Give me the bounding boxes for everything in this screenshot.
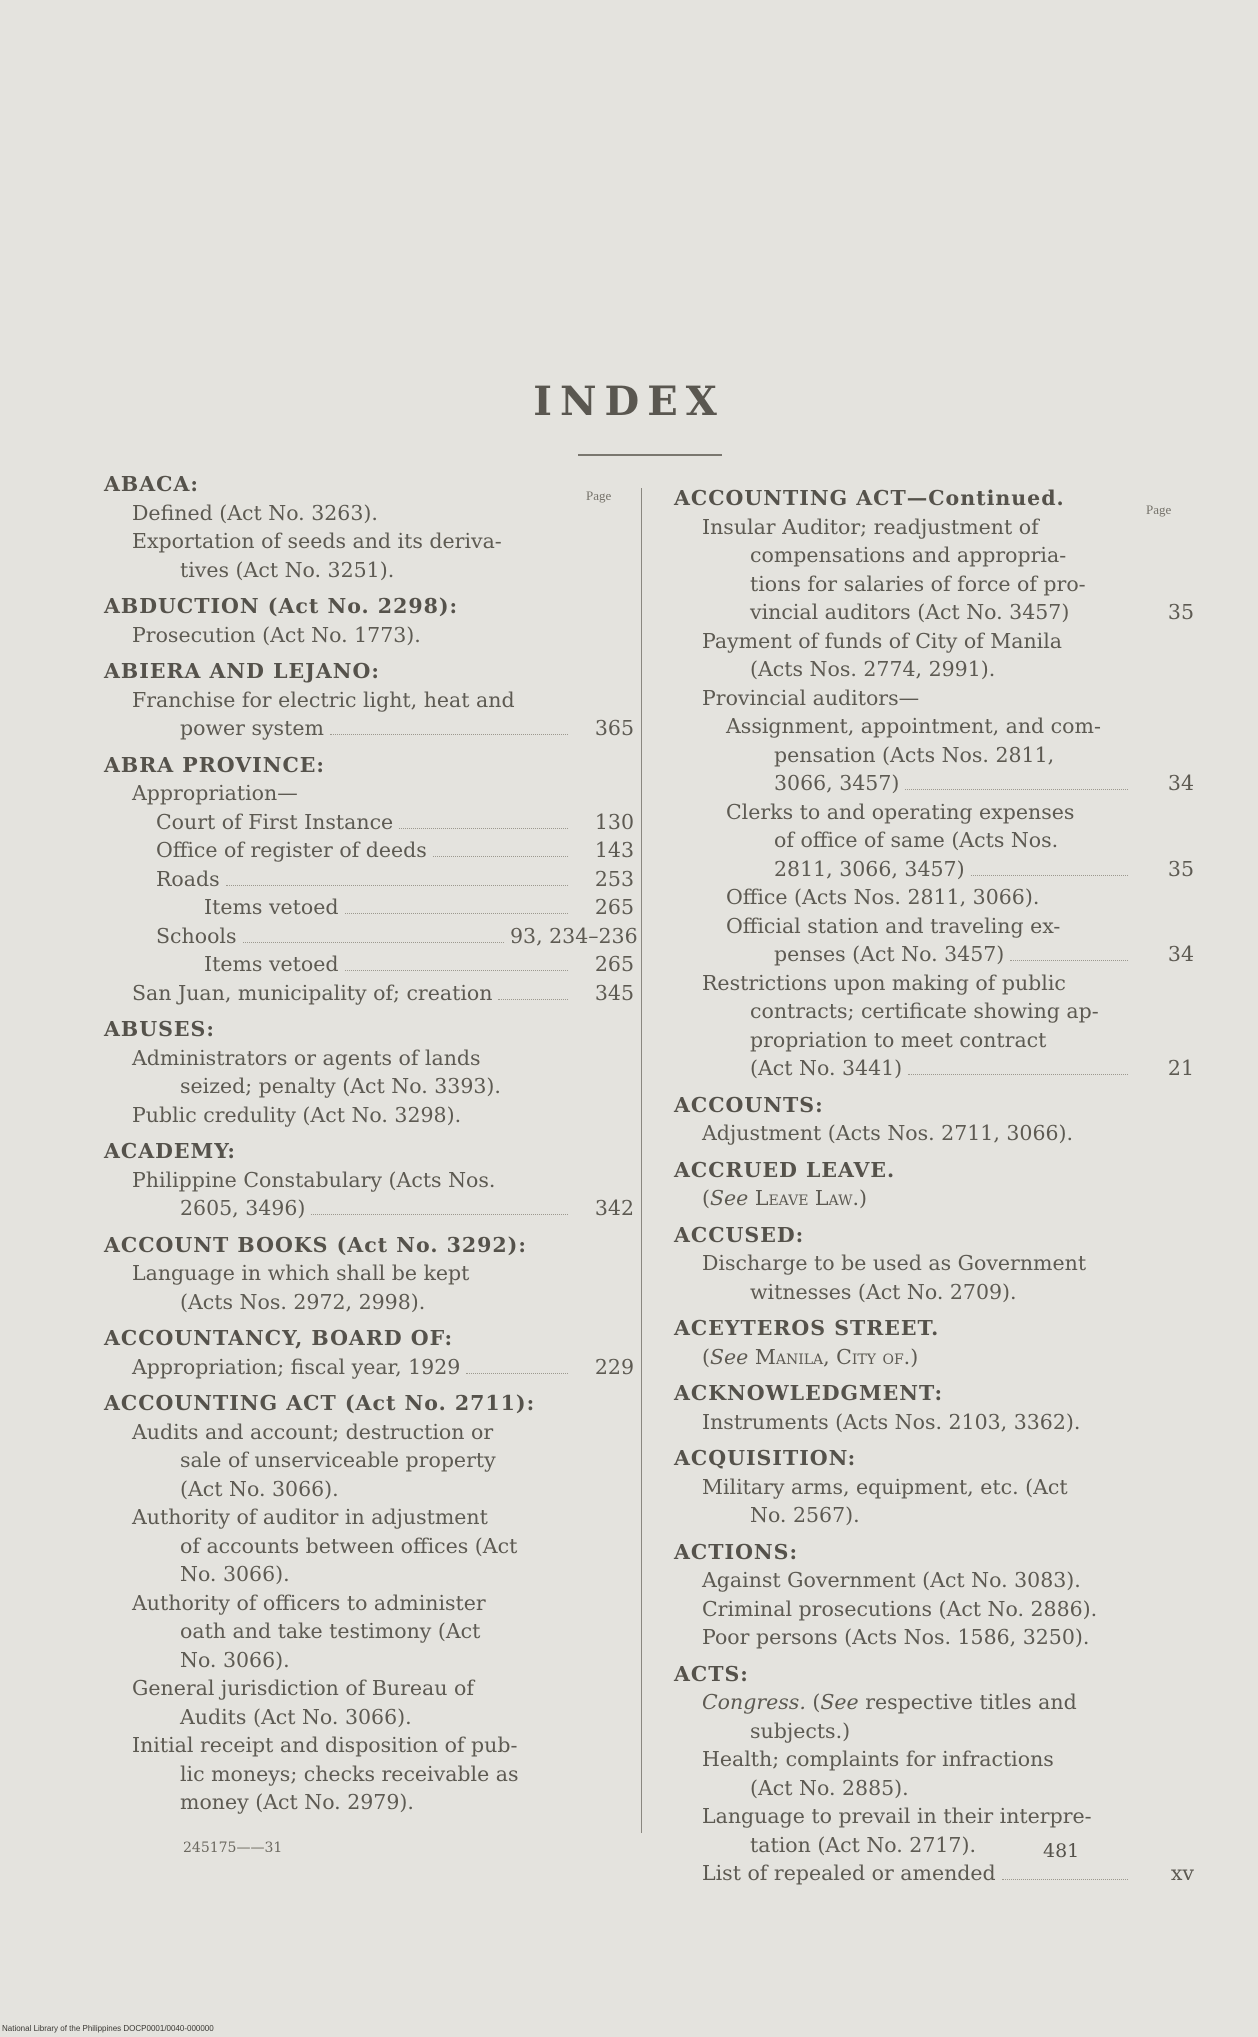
subentry-continuation: No. 3066). — [180, 1647, 290, 1672]
entry-heading: ACCOUNTING ACT—Continued. — [674, 486, 1065, 510]
entry-heading: ABDUCTION (Act No. 2298): — [104, 594, 459, 618]
subentry: Payment of funds of City of Manila — [702, 628, 1063, 653]
subentry-continuation: propriation to meet contract — [750, 1027, 1047, 1052]
subentry-with-page: Schools 93, 234–236 — [104, 922, 634, 951]
subentry: Provincial auditors— — [702, 685, 920, 710]
subentry-continuation: oath and take testimony (Act — [180, 1619, 481, 1643]
entry-heading: ABUSES: — [104, 1017, 215, 1041]
page-number: 21 — [1167, 1056, 1194, 1080]
page-number: 34 — [1167, 771, 1194, 795]
entry-heading: ABIERA AND LEJANO: — [104, 659, 380, 683]
subentry-continuation: No. 2567). — [750, 1503, 860, 1527]
subentry: Official station and traveling ex- — [726, 913, 1061, 938]
page-number: 265 — [594, 952, 634, 976]
subentry-continuation: of accounts between offices (Act — [180, 1533, 518, 1558]
page-column-header-left: Page — [586, 488, 612, 503]
subentry-continuation: compensations and appropria- — [750, 543, 1067, 567]
entry-accounting-act — [104, 1389, 634, 1817]
subentry: Authority of officers to administer — [132, 1590, 486, 1615]
entry-heading: ABRA PROVINCE: — [104, 752, 326, 777]
subentry: Language to prevail in their interpre- — [702, 1804, 1092, 1828]
entry-heading: ABACA: — [104, 472, 199, 496]
entry-acquisition — [674, 1444, 1194, 1530]
subentry: Poor persons (Acts Nos. 1586, 3250). — [702, 1625, 1090, 1649]
page-number: xv — [1170, 1861, 1194, 1885]
subentry-continuation: tions for salaries of force of pro- — [750, 571, 1086, 596]
subentry: Adjustment (Acts Nos. 2711, 3066). — [702, 1121, 1074, 1145]
page-title: INDEX — [533, 378, 725, 425]
entry-acts — [674, 1660, 1194, 1888]
subentry: Instruments (Acts Nos. 2103, 3362). — [702, 1409, 1081, 1434]
page-number: 35 — [1167, 600, 1194, 624]
subentry: Defined (Act No. 3263). — [132, 500, 378, 525]
subentry: Health; complaints for infractions — [702, 1747, 1054, 1771]
subentry: Office (Acts Nos. 2811, 3066). — [726, 885, 1040, 909]
subentry-with-page: vincial auditors (Act No. 3457) 35 — [674, 598, 1194, 627]
title-rule — [578, 454, 722, 456]
entry-abuses — [104, 1015, 634, 1129]
page-column-header-right: Page — [1146, 502, 1172, 517]
subentry: Language in which shall be kept — [132, 1261, 470, 1285]
subentry-with-page: 2811, 3066, 3457) 35 — [674, 855, 1194, 884]
entry-heading: ACTS: — [674, 1661, 749, 1686]
subentry-continuation: Audits (Act No. 3066). — [180, 1704, 412, 1729]
cross-reference: (See Leave Law.) — [702, 1186, 867, 1210]
subentry: Against Government (Act No. 3083). — [702, 1568, 1081, 1592]
page-number: 34 — [1167, 942, 1194, 966]
subentry: Criminal prosecutions (Act No. 2886). — [702, 1596, 1098, 1621]
cross-reference: (See Manila, City of.) — [702, 1344, 919, 1369]
entry-heading: ACQUISITION: — [674, 1446, 857, 1470]
page-number: 342 — [594, 1196, 634, 1220]
entry-heading: ACCOUNTING ACT (Act No. 2711): — [104, 1391, 536, 1415]
subentry: Philippine Constabulary (Acts Nos. — [132, 1167, 496, 1192]
subentry: Exportation of seeds and its deriva- — [132, 529, 502, 553]
entry-acknowledgment — [674, 1379, 1194, 1436]
subentry-continuation: (Act No. 2885). — [750, 1775, 909, 1800]
subentry-continuation: money (Act No. 2979). — [180, 1790, 414, 1814]
subentry: Initial receipt and disposition of pub- — [132, 1733, 518, 1757]
page-number: 93, 234–236 — [510, 923, 638, 948]
subentry-continuation: of office of same (Acts Nos. — [774, 828, 1059, 852]
printer-code: 245175——31 — [183, 1840, 283, 1856]
subentry-with-page: San Juan, municipality of; creation 345 — [104, 979, 634, 1008]
subentry: General jurisdiction of Bureau of — [132, 1676, 474, 1700]
subentry: Clerks to and operating expenses — [726, 799, 1075, 824]
subentry-with-page: penses (Act No. 3457) 34 — [674, 940, 1194, 969]
subentry: Congress. (See respective titles and — [702, 1690, 1077, 1714]
entry-abduction — [104, 592, 634, 649]
page-number: 35 — [1167, 856, 1194, 881]
subentry: Restrictions upon making of public — [702, 970, 1066, 995]
subentry: Appropriation— — [132, 781, 298, 805]
index-column-right — [674, 484, 1194, 1888]
subentry-continuation: (Act No. 3066). — [180, 1476, 339, 1501]
page-number: 365 — [594, 716, 634, 740]
entry-academy — [104, 1137, 634, 1223]
subentry-with-page: Appropriation; fiscal year, 1929 229 — [104, 1353, 634, 1382]
subentry: Assignment, appointment, and com- — [726, 714, 1101, 738]
subentry-continuation: contracts; certificate showing ap- — [750, 999, 1099, 1023]
subentry-continuation: (Acts Nos. 2774, 2991). — [750, 657, 996, 681]
subentry-with-page: Court of First Instance 130 — [104, 808, 634, 837]
subentry-with-page: power system 365 — [104, 714, 634, 743]
subentry: Audits and account; destruction or — [132, 1419, 494, 1444]
subentry-with-page: List of repealed or amended xv — [674, 1859, 1194, 1888]
entry-accused — [674, 1221, 1194, 1307]
page-number: 253 — [594, 866, 634, 891]
subentry-with-page: Roads 253 — [104, 865, 634, 894]
entry-accounting-act-continued — [674, 484, 1194, 1083]
entry-accountancy-board — [104, 1324, 634, 1381]
entry-heading: ACCOUNT BOOKS (Act No. 3292): — [104, 1232, 527, 1257]
entry-heading: ACCUSED: — [674, 1222, 805, 1247]
page-number: 130 — [594, 809, 634, 834]
subentry: Public credulity (Act No. 3298). — [132, 1102, 462, 1127]
subentry-continuation: tives (Act No. 3251). — [180, 557, 395, 582]
subentry: Franchise for electric light, heat and — [132, 687, 515, 712]
subentry-continuation: pensation (Acts Nos. 2811, — [774, 742, 1055, 767]
subentry-continuation: witnesses (Act No. 2709). — [750, 1279, 1017, 1304]
subentry: Prosecution (Act No. 1773). — [132, 622, 421, 647]
entry-heading: ACADEMY: — [104, 1139, 236, 1163]
column-divider — [641, 488, 642, 1833]
subentry-continuation: lic moneys; checks receivable as — [180, 1761, 519, 1786]
subentry-continuation: tation (Act No. 2717). — [750, 1832, 976, 1857]
subentry-with-page: Items vetoed 265 — [104, 950, 634, 979]
subentry-continuation: No. 3066). — [180, 1562, 290, 1586]
subentry-with-page: Items vetoed 265 — [104, 893, 634, 922]
subentry-continuation: subjects.) — [750, 1718, 851, 1743]
entry-heading: ACEYTEROS STREET. — [674, 1316, 940, 1340]
page-number: 345 — [594, 980, 634, 1005]
entry-heading: ACTIONS: — [674, 1539, 799, 1564]
page-number: 143 — [594, 838, 634, 862]
entry-account-books — [104, 1231, 634, 1317]
subentry: Authority of auditor in adjustment — [132, 1505, 488, 1529]
entry-accrued-leave — [674, 1156, 1194, 1213]
subentry: Administrators or agents of lands — [132, 1045, 481, 1070]
subentry-with-page: Office of register of deeds 143 — [104, 836, 634, 865]
page-number: 265 — [594, 895, 634, 919]
subentry-continuation: sale of unserviceable property — [180, 1448, 496, 1472]
subentry-with-page: (Act No. 3441) 21 — [674, 1054, 1194, 1083]
entry-heading: ACCOUNTS: — [674, 1092, 824, 1117]
entry-heading: ACCOUNTANCY, BOARD OF: — [104, 1326, 454, 1350]
page-number-folio: 481 — [1043, 1840, 1080, 1862]
scan-credit: National Library of the Philippines DOCP0001/0040-000000 — [2, 2024, 214, 2033]
entry-abaca — [104, 470, 634, 584]
subentry-continuation: seized; penalty (Act No. 3393). — [180, 1074, 501, 1098]
subentry: Military arms, equipment, etc. (Act — [702, 1474, 1068, 1499]
subentry-with-page: 3066, 3457) 34 — [674, 769, 1194, 798]
entry-actions — [674, 1538, 1194, 1652]
subentry: Insular Auditor; readjustment of — [702, 514, 1039, 539]
entry-heading: ACCRUED LEAVE. — [674, 1157, 896, 1182]
entry-heading: ACKNOWLEDGMENT: — [674, 1381, 944, 1405]
entry-abiera-and-lejano — [104, 657, 634, 743]
entry-abra-province — [104, 751, 638, 1008]
index-column-left — [104, 470, 638, 1817]
subentry-with-page: 2605, 3496) 342 — [104, 1194, 634, 1223]
entry-aceyteros-street — [674, 1314, 1194, 1371]
subentry-continuation: (Acts Nos. 2972, 2998). — [180, 1289, 426, 1314]
entry-accounts — [674, 1091, 1194, 1148]
page-number: 229 — [594, 1354, 634, 1379]
subentry: Discharge to be used as Government — [702, 1251, 1087, 1275]
